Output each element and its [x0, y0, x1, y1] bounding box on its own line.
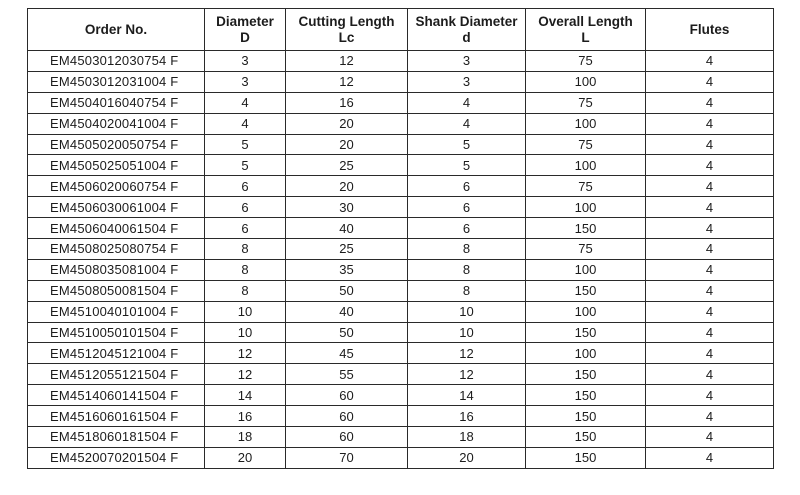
cutting-length-cell: 50	[286, 280, 408, 301]
order-no-cell: EM4510050101504 F	[28, 322, 205, 343]
header-label: Flutes	[689, 21, 730, 37]
cutting-length-cell: 25	[286, 239, 408, 260]
diameter-cell: 8	[205, 259, 286, 280]
flutes-cell: 4	[646, 239, 774, 260]
diameter-cell: 3	[205, 51, 286, 72]
order-no-cell: EM4510040101004 F	[28, 301, 205, 322]
cutting-length-cell: 55	[286, 364, 408, 385]
table-row	[28, 385, 774, 406]
order-no-cell: EM4506020060754 F	[28, 176, 205, 197]
shank-diameter-cell: 3	[408, 51, 526, 72]
diameter-cell: 6	[205, 218, 286, 239]
diameter-cell: 3	[205, 71, 286, 92]
table-row	[28, 92, 774, 113]
column-header-order-no	[28, 9, 205, 51]
flutes-cell: 4	[646, 197, 774, 218]
flutes-cell: 4	[646, 447, 774, 468]
order-no-cell: EM4508035081004 F	[28, 259, 205, 280]
overall-length-cell: 100	[526, 113, 646, 134]
cutting-length-cell: 60	[286, 385, 408, 406]
table-row	[28, 406, 774, 427]
diameter-cell: 18	[205, 427, 286, 448]
header-label: Cutting Length	[298, 13, 395, 29]
header-label: Order No.	[84, 21, 148, 37]
table-row	[28, 301, 774, 322]
cutting-length-cell: 60	[286, 427, 408, 448]
table-row	[28, 197, 774, 218]
flutes-cell: 4	[646, 406, 774, 427]
diameter-cell: 4	[205, 113, 286, 134]
header-row	[28, 9, 774, 51]
overall-length-cell: 100	[526, 71, 646, 92]
flutes-cell: 4	[646, 155, 774, 176]
order-no-cell: EM4504016040754 F	[28, 92, 205, 113]
flutes-cell: 4	[646, 301, 774, 322]
table-row	[28, 280, 774, 301]
cutting-length-cell: 40	[286, 301, 408, 322]
flutes-cell: 4	[646, 92, 774, 113]
table-body	[28, 51, 774, 469]
order-no-cell: EM4514060141504 F	[28, 385, 205, 406]
overall-length-cell: 150	[526, 427, 646, 448]
shank-diameter-cell: 8	[408, 259, 526, 280]
shank-diameter-cell: 5	[408, 155, 526, 176]
column-header-overall-length	[526, 9, 646, 51]
overall-length-cell: 75	[526, 134, 646, 155]
table-header	[28, 9, 774, 51]
column-header-flutes	[646, 9, 774, 51]
table-row	[28, 322, 774, 343]
overall-length-cell: 150	[526, 280, 646, 301]
cutting-length-cell: 25	[286, 155, 408, 176]
column-header-shank-diameter	[408, 9, 526, 51]
shank-diameter-cell: 14	[408, 385, 526, 406]
order-no-cell: EM4504020041004 F	[28, 113, 205, 134]
cutting-length-cell: 60	[286, 406, 408, 427]
flutes-cell: 4	[646, 113, 774, 134]
shank-diameter-cell: 16	[408, 406, 526, 427]
end-mill-spec-table	[27, 8, 774, 469]
cutting-length-cell: 16	[286, 92, 408, 113]
overall-length-cell: 75	[526, 92, 646, 113]
shank-diameter-cell: 6	[408, 176, 526, 197]
shank-diameter-cell: 18	[408, 427, 526, 448]
cutting-length-cell: 70	[286, 447, 408, 468]
order-no-cell: EM4520070201504 F	[28, 447, 205, 468]
table-row	[28, 51, 774, 72]
flutes-cell: 4	[646, 71, 774, 92]
header-symbol: L	[581, 29, 590, 45]
flutes-cell: 4	[646, 134, 774, 155]
overall-length-cell: 150	[526, 406, 646, 427]
diameter-cell: 10	[205, 322, 286, 343]
cutting-length-cell: 20	[286, 176, 408, 197]
shank-diameter-cell: 8	[408, 280, 526, 301]
cutting-length-cell: 20	[286, 113, 408, 134]
table-row	[28, 218, 774, 239]
flutes-cell: 4	[646, 176, 774, 197]
flutes-cell: 4	[646, 385, 774, 406]
header-label: Diameter	[216, 13, 274, 29]
diameter-cell: 8	[205, 280, 286, 301]
order-no-cell: EM4505025051004 F	[28, 155, 205, 176]
diameter-cell: 5	[205, 134, 286, 155]
shank-diameter-cell: 4	[408, 92, 526, 113]
shank-diameter-cell: 5	[408, 134, 526, 155]
diameter-cell: 6	[205, 197, 286, 218]
diameter-cell: 4	[205, 92, 286, 113]
order-no-cell: EM4503012030754 F	[28, 51, 205, 72]
header-symbol: d	[462, 29, 471, 45]
overall-length-cell: 150	[526, 218, 646, 239]
table-row	[28, 343, 774, 364]
cutting-length-cell: 20	[286, 134, 408, 155]
shank-diameter-cell: 4	[408, 113, 526, 134]
shank-diameter-cell: 3	[408, 71, 526, 92]
order-no-cell: EM4503012031004 F	[28, 71, 205, 92]
order-no-cell: EM4508050081504 F	[28, 280, 205, 301]
overall-length-cell: 100	[526, 343, 646, 364]
overall-length-cell: 150	[526, 364, 646, 385]
diameter-cell: 14	[205, 385, 286, 406]
diameter-cell: 6	[205, 176, 286, 197]
diameter-cell: 8	[205, 239, 286, 260]
cutting-length-cell: 50	[286, 322, 408, 343]
table-row	[28, 364, 774, 385]
diameter-cell: 16	[205, 406, 286, 427]
diameter-cell: 10	[205, 301, 286, 322]
overall-length-cell: 150	[526, 447, 646, 468]
overall-length-cell: 150	[526, 322, 646, 343]
order-no-cell: EM4518060181504 F	[28, 427, 205, 448]
shank-diameter-cell: 6	[408, 197, 526, 218]
flutes-cell: 4	[646, 427, 774, 448]
shank-diameter-cell: 12	[408, 343, 526, 364]
cutting-length-cell: 30	[286, 197, 408, 218]
overall-length-cell: 100	[526, 197, 646, 218]
cutting-length-cell: 40	[286, 218, 408, 239]
flutes-cell: 4	[646, 322, 774, 343]
column-header-diameter	[205, 9, 286, 51]
table-row	[28, 134, 774, 155]
shank-diameter-cell: 8	[408, 239, 526, 260]
diameter-cell: 5	[205, 155, 286, 176]
order-no-cell: EM4512055121504 F	[28, 364, 205, 385]
flutes-cell: 4	[646, 259, 774, 280]
cutting-length-cell: 12	[286, 71, 408, 92]
order-no-cell: EM4506030061004 F	[28, 197, 205, 218]
overall-length-cell: 100	[526, 259, 646, 280]
shank-diameter-cell: 12	[408, 364, 526, 385]
overall-length-cell: 75	[526, 51, 646, 72]
flutes-cell: 4	[646, 280, 774, 301]
header-label: Shank Diameter	[415, 13, 518, 29]
flutes-cell: 4	[646, 51, 774, 72]
shank-diameter-cell: 6	[408, 218, 526, 239]
diameter-cell: 12	[205, 343, 286, 364]
flutes-cell: 4	[646, 218, 774, 239]
cutting-length-cell: 45	[286, 343, 408, 364]
header-symbol: Lc	[338, 29, 355, 45]
header-label: Overall Length	[538, 13, 633, 29]
table-row	[28, 427, 774, 448]
column-header-cutting-length	[286, 9, 408, 51]
shank-diameter-cell: 10	[408, 301, 526, 322]
header-symbol: D	[240, 29, 250, 45]
overall-length-cell: 100	[526, 301, 646, 322]
flutes-cell: 4	[646, 364, 774, 385]
cutting-length-cell: 35	[286, 259, 408, 280]
shank-diameter-cell: 20	[408, 447, 526, 468]
table-row	[28, 113, 774, 134]
table-row	[28, 71, 774, 92]
overall-length-cell: 75	[526, 239, 646, 260]
cutting-length-cell: 12	[286, 51, 408, 72]
diameter-cell: 20	[205, 447, 286, 468]
order-no-cell: EM4512045121004 F	[28, 343, 205, 364]
order-no-cell: EM4508025080754 F	[28, 239, 205, 260]
diameter-cell: 12	[205, 364, 286, 385]
table-row	[28, 239, 774, 260]
shank-diameter-cell: 10	[408, 322, 526, 343]
overall-length-cell: 100	[526, 155, 646, 176]
flutes-cell: 4	[646, 343, 774, 364]
table-row	[28, 155, 774, 176]
table-row	[28, 447, 774, 468]
order-no-cell: EM4516060161504 F	[28, 406, 205, 427]
overall-length-cell: 150	[526, 385, 646, 406]
table-row	[28, 259, 774, 280]
order-no-cell: EM4506040061504 F	[28, 218, 205, 239]
overall-length-cell: 75	[526, 176, 646, 197]
table-row	[28, 176, 774, 197]
order-no-cell: EM4505020050754 F	[28, 134, 205, 155]
